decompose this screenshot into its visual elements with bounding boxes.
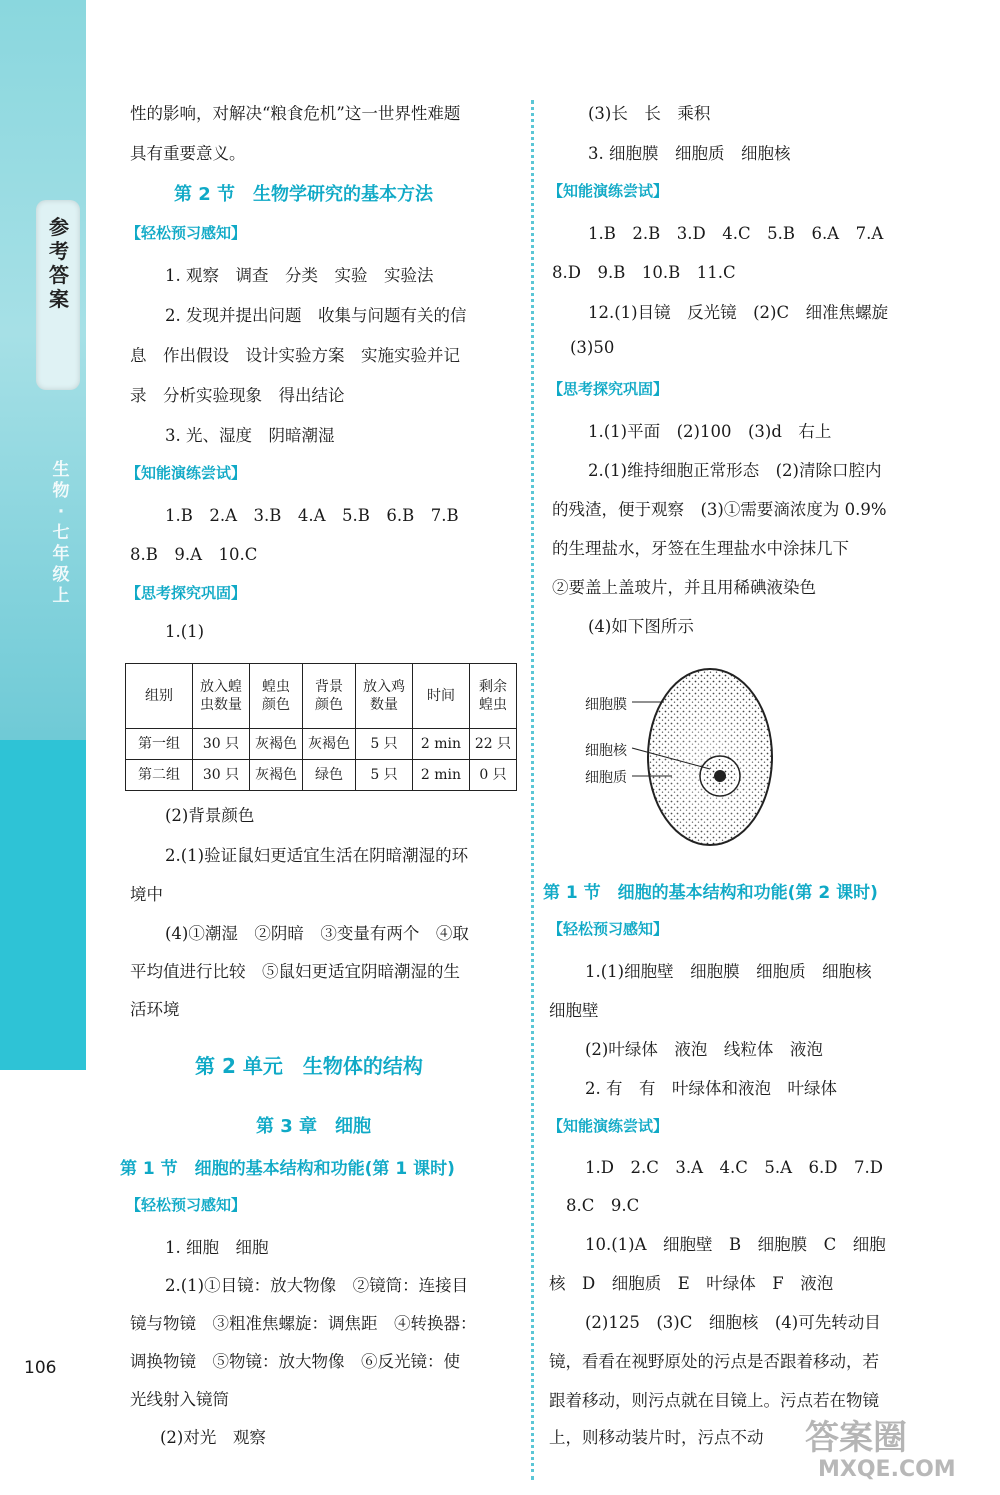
table-cell: 2 min	[413, 729, 470, 760]
table-cell: 第一组	[126, 729, 193, 760]
table-header-row	[126, 664, 517, 729]
text-line: 2.(1)维持细胞正常形态 (2)清除口腔内	[588, 461, 882, 480]
text-line: 1.(1)	[165, 622, 205, 641]
text-line: (4)如下图所示	[588, 617, 694, 636]
table-cell: 5 只	[356, 729, 413, 760]
text-line: ②要盖上盖玻片，并且用稀碘液染色	[552, 578, 816, 597]
diagram-label-membrane: 细胞膜	[585, 697, 627, 713]
text-line: 1.(1)细胞壁 细胞膜 细胞质 细胞核	[585, 962, 872, 981]
text-line: 具有重要意义。	[130, 144, 246, 163]
section-title: 第 1 节 细胞的基本结构和功能(第 1 课时)	[120, 1159, 455, 1179]
text-line: 细胞壁	[549, 1001, 599, 1020]
text-line: 镜，看看在视野原处的污点是否跟着移动，若	[549, 1352, 879, 1371]
section-title: 第 1 节 细胞的基本结构和功能(第 2 课时)	[543, 883, 878, 903]
table-cell: 5 只	[356, 760, 413, 791]
section-tag: 【知能演练尝试】	[126, 464, 247, 482]
table-row	[126, 729, 517, 760]
text-line: 1. 细胞 细胞	[165, 1238, 269, 1257]
text-line: 息 作出假设 设计实验方案 实施实验并记	[130, 346, 460, 365]
text-line: 性的影响，对解决“粮食危机”这一世界性难题	[130, 104, 461, 123]
table-cell: 22 只	[470, 729, 517, 760]
text-line: 2.(1)①目镜：放大物像 ②镜筒：连接目	[165, 1276, 469, 1295]
table-cell: 绿色	[303, 760, 356, 791]
unit-title: 第 2 单元 生物体的结构	[195, 1054, 423, 1078]
table-header-cell: 放入鸡 数量	[356, 664, 413, 729]
text-line: (2)背景颜色	[165, 806, 255, 825]
text-line: 10.(1)A 细胞壁 B 细胞膜 C 细胞	[585, 1235, 886, 1254]
text-line: 境中	[130, 885, 163, 904]
text-line: 2.(1)验证鼠妇更适宜生活在阴暗潮湿的环	[165, 846, 469, 865]
table-cell: 30 只	[193, 760, 250, 791]
text-line: 1.B 2.B 3.D 4.C 5.B 6.A 7.A	[588, 224, 884, 243]
side-band-solid	[0, 740, 86, 1070]
section-tag: 【轻松预习感知】	[126, 1196, 247, 1214]
text-line: 8.D 9.B 10.B 11.C	[552, 263, 736, 282]
table-cell: 第二组	[126, 760, 193, 791]
text-line: 1.D 2.C 3.A 4.C 5.A 6.D 7.D	[585, 1158, 883, 1177]
text-line: 1.B 2.A 3.B 4.A 5.B 6.B 7.B	[165, 506, 459, 525]
section-title: 第 2 节 生物学研究的基本方法	[174, 184, 434, 205]
text-line: 镜与物镜 ③粗准焦螺旋：调焦距 ④转换器：	[130, 1314, 477, 1333]
answer-tab-label: 参考答案	[49, 215, 69, 311]
text-line: (2)125 (3)C 细胞核 (4)可先转动目	[585, 1313, 881, 1332]
text-line: (4)①潮湿 ②阴暗 ③变量有两个 ④取	[165, 924, 469, 943]
section-tag: 【思考探究巩固】	[126, 584, 247, 602]
text-line: 1. 观察 调查 分类 实验 实验法	[165, 266, 434, 285]
text-line: 核 D 细胞质 E 叶绿体 F 液泡	[549, 1274, 834, 1293]
diagram-label-cytoplasm: 细胞质	[585, 770, 627, 786]
text-line: (2)叶绿体 液泡 线粒体 液泡	[585, 1040, 823, 1059]
section-tag: 【知能演练尝试】	[548, 182, 669, 200]
experiment-table	[125, 663, 517, 791]
table-header-cell: 时间	[413, 664, 470, 729]
table-header-cell: 剩余 蝗虫	[470, 664, 517, 729]
text-line: 的残渣，便于观察 (3)①需要滴浓度为 0.9%	[552, 500, 887, 519]
text-line: 调换物镜 ⑤物镜：放大物像 ⑥反光镜：使	[130, 1352, 460, 1371]
text-line: 3. 细胞膜 细胞质 细胞核	[588, 144, 791, 163]
table-header-cell: 放入蝗 虫数量	[193, 664, 250, 729]
table-header-cell: 组别	[126, 664, 193, 729]
table-cell: 灰褐色	[303, 729, 356, 760]
text-line: 的生理盐水，牙签在生理盐水中涂抹几下	[552, 539, 849, 558]
text-line: 1.(1)平面 (2)100 (3)d 右上	[588, 422, 832, 441]
watermark-url: MXQE.COM	[818, 1457, 956, 1482]
side-band	[0, 0, 86, 1495]
text-line: 录 分析实验现象 得出结论	[130, 386, 345, 405]
table-cell: 灰褐色	[250, 760, 303, 791]
text-line: (3)长 长 乘积	[588, 104, 711, 123]
diagram-label-nucleus: 细胞核	[585, 743, 627, 759]
cell-diagram	[580, 662, 940, 852]
table-cell: 2 min	[413, 760, 470, 791]
text-line: (2)对光 观察	[160, 1428, 266, 1447]
text-line: 光线射入镜筒	[130, 1390, 229, 1409]
table-cell: 30 只	[193, 729, 250, 760]
text-line: 8.C 9.C	[566, 1196, 640, 1215]
column-divider	[531, 100, 534, 1480]
text-line: 跟着移动，则污点就在目镜上。污点若在物镜	[549, 1391, 879, 1410]
section-tag: 【轻松预习感知】	[126, 224, 247, 242]
table-cell: 0 只	[470, 760, 517, 791]
text-line: 12.(1)目镜 反光镜 (2)C 细准焦螺旋	[588, 303, 889, 322]
subject-label: 生物·七年级上	[52, 460, 70, 606]
text-line: 2. 有 有 叶绿体和液泡 叶绿体	[585, 1079, 837, 1098]
text-line: 活环境	[130, 1000, 180, 1019]
table-header-cell: 背景 颜色	[303, 664, 356, 729]
table-header-cell: 蝗虫 颜色	[250, 664, 303, 729]
table-cell: 灰褐色	[250, 729, 303, 760]
text-line: 8.B 9.A 10.C	[130, 545, 258, 564]
section-tag: 【思考探究巩固】	[548, 380, 669, 398]
text-line: 平均值进行比较 ⑤鼠妇更适宜阴暗潮湿的生	[130, 962, 460, 981]
text-line: 2. 发现并提出问题 收集与问题有关的信	[165, 306, 467, 325]
chapter-title: 第 3 章 细胞	[256, 1116, 372, 1137]
text-line: 上，则移动装片时，污点不动	[549, 1428, 764, 1447]
text-line: 3. 光、湿度 阴暗潮湿	[165, 426, 335, 445]
section-tag: 【轻松预习感知】	[548, 920, 669, 938]
watermark-logo: 答案圈	[805, 1418, 907, 1458]
section-tag: 【知能演练尝试】	[548, 1117, 669, 1135]
text-line: (3)50	[570, 338, 615, 357]
page-number: 106	[24, 1358, 57, 1378]
table-row	[126, 760, 517, 791]
